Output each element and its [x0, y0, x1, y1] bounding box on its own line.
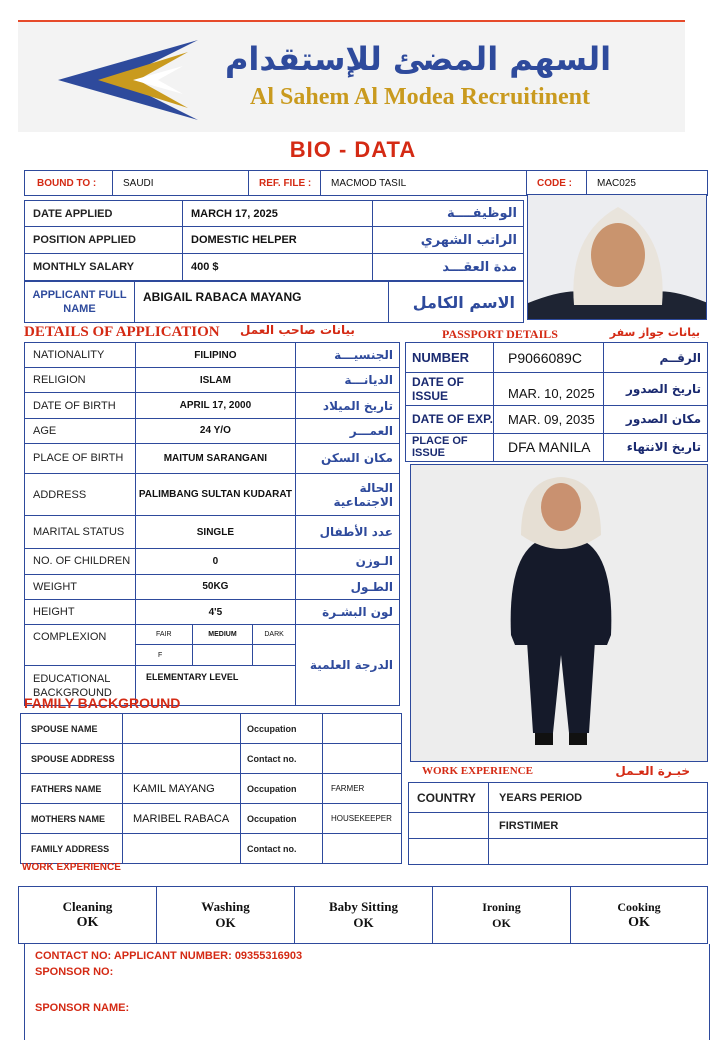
skill-name: Cleaning [62, 899, 113, 914]
reference-bar [24, 170, 708, 196]
family-label2: Occupation [241, 774, 323, 804]
detail-value: FILIPINO [136, 343, 296, 368]
bound-to-value: SAUDI [113, 171, 249, 196]
details-table [24, 342, 400, 706]
skill-cell [157, 887, 295, 944]
applicant-name-table [24, 281, 524, 323]
detail-label-ar: تاريخ الميلاد [295, 393, 399, 418]
family-value2 [323, 834, 402, 864]
passport-label: DATE OF ISSUE [406, 373, 494, 405]
work-col-years: YEARS PERIOD [489, 783, 708, 813]
passport-value: MAR. 09, 2035 [494, 405, 604, 433]
passport-label-ar: مكان الصدور [604, 405, 708, 433]
family-table [20, 713, 402, 864]
passport-title: PASSPORT DETAILS [442, 327, 558, 341]
family-value: MARIBEL RABACA [123, 804, 241, 834]
family-label2: Occupation [241, 804, 323, 834]
family-label2: Contact no. [241, 834, 323, 864]
family-value2 [323, 714, 402, 744]
detail-label: DATE OF BIRTH [25, 393, 136, 418]
family-title: FAMILY BACKGROUND [24, 695, 181, 711]
job-label: DATE APPLIED [25, 201, 183, 227]
job-label-ar: الراتب الشهري [373, 227, 524, 254]
family-label: FAMILY ADDRESS [21, 834, 123, 864]
skill-cell [295, 887, 433, 944]
complexion-option: MEDIUM [192, 625, 253, 645]
detail-label-ar: عدد الأطفال [295, 516, 399, 548]
detail-label-ar: الدرجة العلمية [295, 625, 399, 706]
education-label: EDUCATIONAL BACKGROUND [25, 665, 136, 705]
applicant-full-body-photo [410, 464, 708, 762]
complexion-option: FAIR [136, 625, 193, 645]
details-title-ar: بيانات صاحب العمل [240, 323, 355, 337]
family-value [123, 834, 241, 864]
work-col-country: COUNTRY [409, 783, 489, 813]
passport-label: DATE OF EXP. [406, 405, 494, 433]
applicant-label: APPLICANT FULL NAME [25, 282, 135, 323]
detail-value: SINGLE [136, 516, 296, 548]
passport-value: P9066089C [494, 343, 604, 373]
passport-value: DFA MANILA [494, 433, 604, 461]
job-label: MONTHLY SALARY [25, 254, 183, 281]
detail-label-ar: الحالة الاجتماعية [295, 474, 399, 516]
detail-value: 50KG [136, 574, 296, 599]
detail-label: NATIONALITY [25, 343, 136, 368]
job-label-ar: مدة العقـــد [373, 254, 524, 281]
work-experience-title-ar: خبـرة العـمل [615, 764, 690, 778]
detail-label: HEIGHT [25, 600, 136, 625]
detail-label-ar: العمـــر [295, 418, 399, 443]
detail-label: AGE [25, 418, 136, 443]
work-experience-table [408, 782, 708, 865]
family-value2 [323, 744, 402, 774]
company-name-english: Al Sahem Al Modea Recruitinent [250, 84, 590, 110]
family-label: MOTHERS NAME [21, 804, 123, 834]
family-value [123, 744, 241, 774]
detail-label: MARITAL STATUS [25, 516, 136, 548]
code-label: CODE : [527, 171, 587, 196]
work-experience-left-title: WORK EXPERIENCE [22, 862, 121, 873]
skill-cell [433, 887, 571, 944]
family-label: SPOUSE NAME [21, 714, 123, 744]
passport-title-ar: بيانات جواز سفر [609, 326, 700, 339]
skill-cell [571, 887, 708, 944]
family-label: SPOUSE ADDRESS [21, 744, 123, 774]
applicant-headshot [527, 194, 707, 320]
code-value: MAC025 [587, 171, 708, 196]
passport-label: PLACE OF ISSUE [406, 433, 494, 461]
skill-name: Cooking [617, 900, 661, 914]
detail-label-ar: لون البشـرة [295, 600, 399, 625]
skill-name: Washing [201, 899, 250, 914]
skill-status: OK [353, 915, 374, 930]
detail-value: MAITUM SARANGANI [136, 443, 296, 473]
applicant-label-ar: الاسم الكامل [389, 282, 524, 323]
job-info-table [24, 200, 524, 281]
sponsor-number: SPONSOR NO: [35, 966, 114, 978]
skill-status: OK [215, 915, 236, 930]
page-title: BIO - DATA [289, 137, 417, 162]
bound-to-label: BOUND TO : [25, 171, 113, 196]
passport-value: MAR. 10, 2025 [494, 373, 604, 405]
passport-table [405, 342, 708, 462]
passport-label-ar: الرقــم [604, 343, 708, 373]
person-full-body-icon [411, 465, 708, 762]
detail-value: 0 [136, 548, 296, 574]
detail-label: ADDRESS [25, 474, 136, 516]
education-value: ELEMENTARY LEVEL [136, 665, 296, 705]
complexion-mark: F [136, 645, 193, 665]
skill-status: OK [628, 915, 650, 930]
detail-value: 4'5 [136, 600, 296, 625]
job-value: 400 $ [183, 254, 373, 281]
contact-box [24, 944, 710, 1040]
skill-cell [19, 887, 157, 944]
detail-label-ar: مكان السكن [295, 443, 399, 473]
company-name-arabic: السهم المضئ للإستقدام [224, 40, 612, 78]
detail-label-ar: الديانـــة [295, 368, 399, 393]
detail-label-ar: الطـول [295, 574, 399, 599]
passport-label: NUMBER [406, 343, 494, 373]
work-experience-title: WORK EXPERIENCE [422, 765, 533, 777]
contact-number: CONTACT NO: APPLICANT NUMBER: 09355316903 [35, 950, 303, 962]
skill-status: OK [492, 916, 511, 930]
sponsor-name: SPONSOR NAME: [35, 1002, 130, 1014]
passport-label-ar: تاريخ الصدور [604, 373, 708, 405]
detail-label-ar: الـوزن [295, 548, 399, 574]
detail-value: APRIL 17, 2000 [136, 393, 296, 418]
detail-label: WEIGHT [25, 574, 136, 599]
family-value [123, 714, 241, 744]
ref-file-value: MACMOD TASIL [321, 171, 527, 196]
skill-name: Ironing [482, 900, 521, 914]
family-value: KAMIL MAYANG [123, 774, 241, 804]
person-headshot-icon [528, 195, 707, 320]
detail-value: ISLAM [136, 368, 296, 393]
family-label: FATHERS NAME [21, 774, 123, 804]
ref-file-label: REF. FILE : [249, 171, 321, 196]
work-years-value: FIRSTIMER [489, 813, 708, 839]
header [18, 20, 685, 132]
detail-label: RELIGION [25, 368, 136, 393]
applicant-name: ABIGAIL RABACA MAYANG [135, 282, 389, 323]
detail-label: PLACE OF BIRTH [25, 443, 136, 473]
skill-status: OK [76, 915, 99, 930]
family-value2: HOUSEKEEPER [323, 804, 402, 834]
job-value: DOMESTIC HELPER [183, 227, 373, 254]
job-label-ar: الوظيفــــة [373, 201, 524, 227]
detail-label-ar: الجنسيـــة [295, 343, 399, 368]
detail-value: 24 Y/O [136, 418, 296, 443]
family-label2: Occupation [241, 714, 323, 744]
family-value2: FARMER [323, 774, 402, 804]
passport-label-ar: تاريخ الانتهاء [604, 433, 708, 461]
job-label: POSITION APPLIED [25, 227, 183, 254]
job-value: MARCH 17, 2025 [183, 201, 373, 227]
details-title: DETAILS OF APPLICATION [24, 324, 220, 340]
detail-value: PALIMBANG SULTAN KUDARAT [136, 474, 296, 516]
skills-table [18, 886, 708, 944]
detail-label: NO. OF CHILDREN [25, 548, 136, 574]
family-label2: Contact no. [241, 744, 323, 774]
skill-name: Baby Sitting [329, 899, 398, 914]
complexion-option: DARK [253, 625, 295, 645]
complexion-label: COMPLEXION [25, 625, 136, 665]
